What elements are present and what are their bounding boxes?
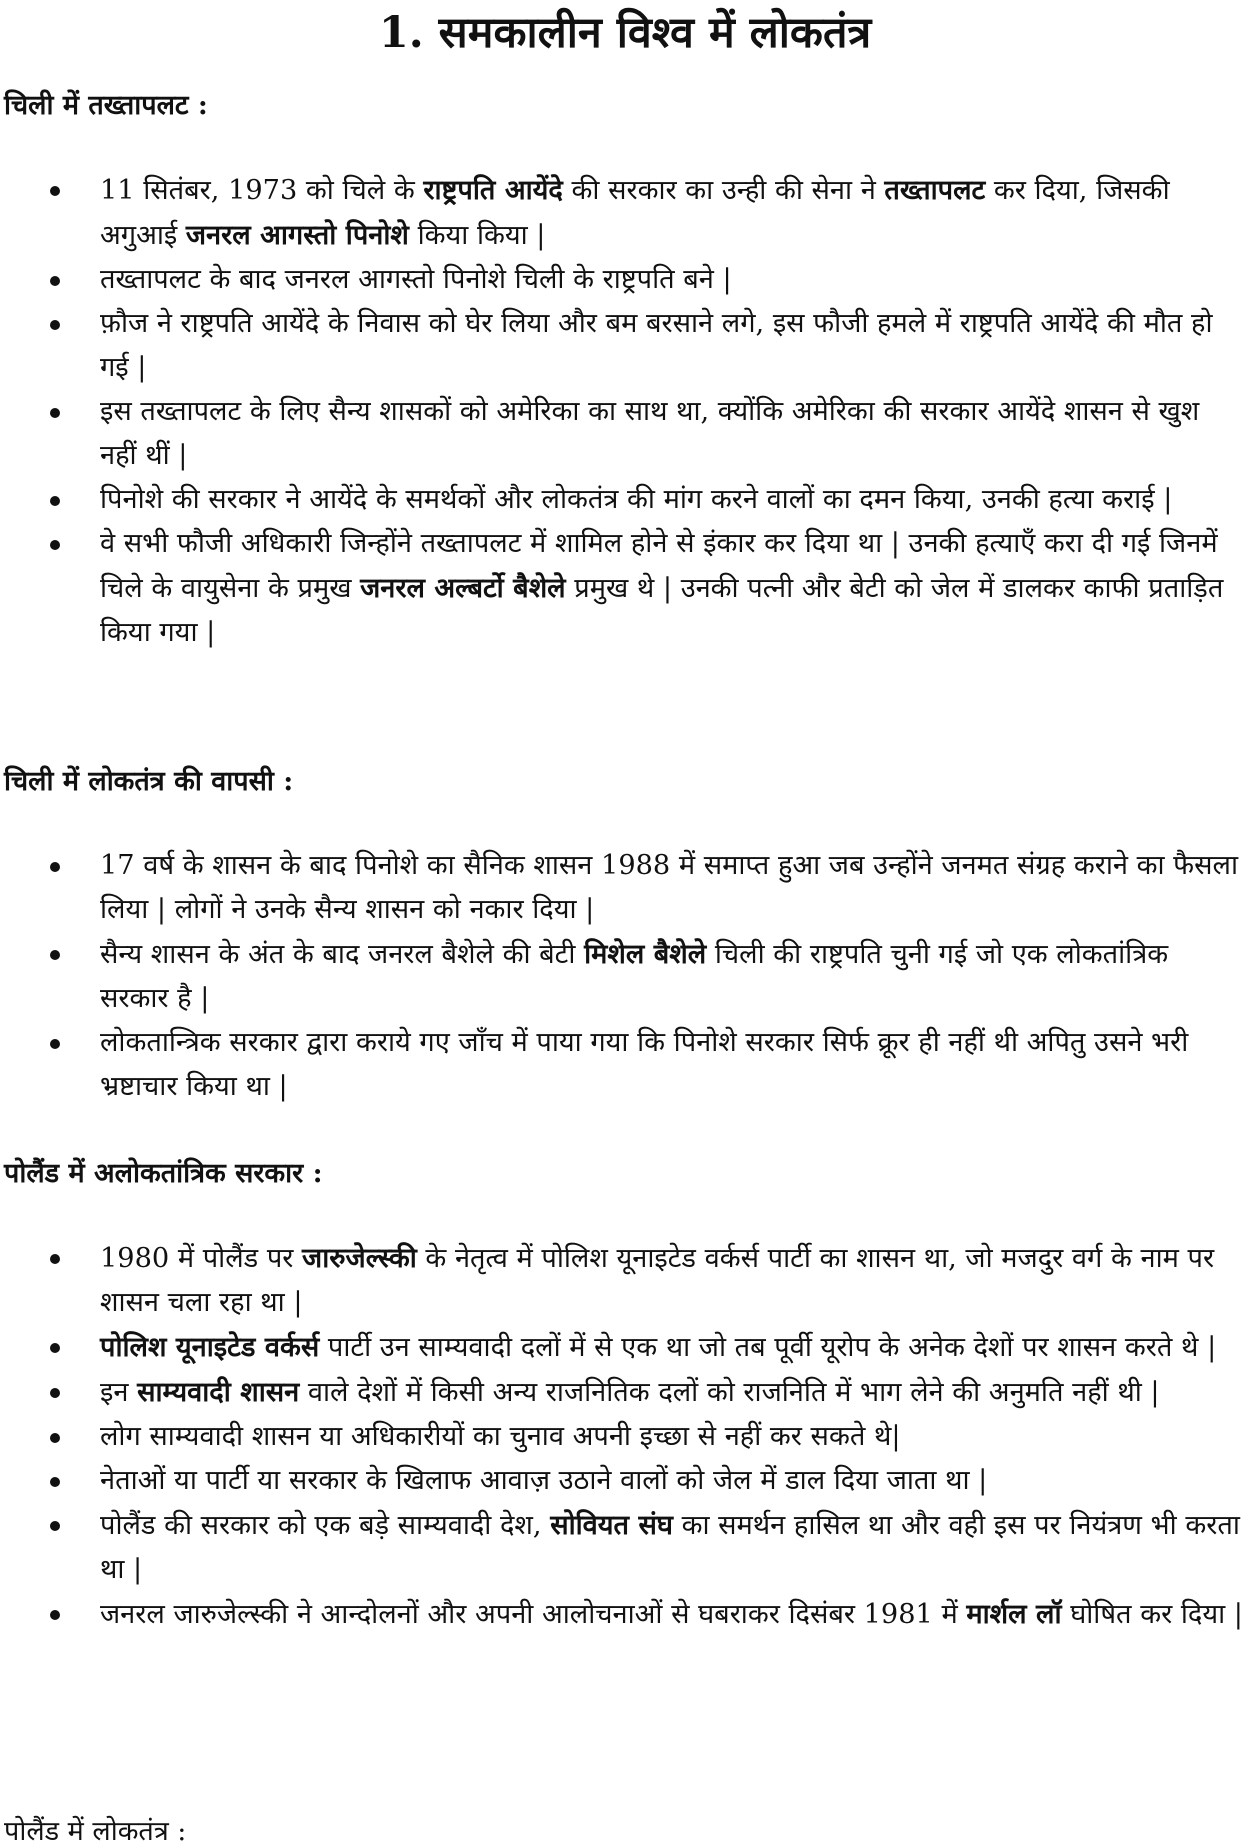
text-run: नेताओं या पार्टी या सरकार के खिलाफ आवाज़ उठाने वालों को जेल में डाल दिया जाता था | bbox=[100, 1465, 988, 1496]
list-item bbox=[0, 1592, 1250, 1637]
list-item bbox=[0, 302, 1250, 390]
text-run: प्रमुख थे | उनकी पत्नी और बेटी को जेल में डालकर काफी प्रताड़ित किया गया | bbox=[100, 573, 1224, 648]
section-heading: पोलैंड में लोकतंत्र : bbox=[4, 1816, 187, 1845]
list-item bbox=[0, 1370, 1250, 1415]
bold-text: जारुजेल्स्की bbox=[302, 1242, 417, 1274]
text-run: वाले देशों में किसी अन्य राजनितिक दलों को राजनिति में भाग लेने की अनुमति नहीं थी | bbox=[299, 1377, 1160, 1408]
text-run: सैन्य शासन के अंत के बाद जनरल बैशेले की बेटी bbox=[100, 939, 585, 970]
section-heading: पोलैंड में अलोकतांत्रिक सरकार : bbox=[4, 1158, 323, 1189]
section-poland-democracy bbox=[0, 1812, 1250, 1845]
list-item bbox=[0, 522, 1250, 655]
bold-text: पोलिश यूनाइटेड वर्कर्स bbox=[100, 1331, 320, 1363]
section-chile-coup bbox=[0, 86, 1250, 655]
text-run: पिनोशे की सरकार ने आयेंदे के समर्थकों और लोकतंत्र की मांग करने वालों का दमन किया, उनकी हत्या कराई | bbox=[100, 484, 1173, 515]
section-chile-democracy-return bbox=[0, 762, 1250, 1109]
bullet-icon bbox=[50, 276, 60, 286]
section-heading: चिली में लोकतंत्र की वापसी : bbox=[4, 766, 294, 797]
list-item bbox=[0, 1325, 1250, 1370]
text-run: के नेतृत्व में पोलिश यूनाइटेड वर्कर्स पार्टी का शासन था, जो मजदुर वर्ग के नाम पर शासन चला रहा था | bbox=[100, 1243, 1215, 1318]
text-run: इन bbox=[100, 1377, 138, 1408]
list-item bbox=[0, 844, 1250, 932]
bullet-icon bbox=[50, 1433, 60, 1443]
bold-text: राष्ट्रपति आयेंदे bbox=[423, 174, 563, 206]
bold-text: सोवियत संघ bbox=[550, 1509, 673, 1541]
list-item bbox=[0, 1021, 1250, 1109]
list-item bbox=[0, 478, 1250, 522]
text-run: जनरल जारुजेल्स्की ने आन्दोलनों और अपनी आलोचनाओं से घबराकर दिसंबर 1981 में bbox=[100, 1599, 967, 1630]
text-run: लोग साम्यवादी शासन या अधिकारीयों का चुनाव अपनी इच्छा से नहीं कर सकते थे| bbox=[100, 1421, 901, 1452]
text-run: पोलैंड की सरकार को एक बड़े साम्यवादी देश, bbox=[100, 1510, 551, 1541]
bold-text: तख्तापलट bbox=[884, 174, 986, 206]
list-item bbox=[0, 932, 1250, 1021]
bullet-icon bbox=[50, 1610, 60, 1620]
text-run: वे सभी फौजी अधिकारी जिन्होंने तख्तापलट में शामिल होने से इंकार कर दिया था | उनकी हत्याएँ करा दी गई जिनमें चिले के वायुसेना के प्रमुख bbox=[100, 528, 1218, 604]
section-heading: चिली में तख्तापलट : bbox=[4, 90, 208, 121]
bold-text: जनरल आगस्तो पिनोशे bbox=[185, 219, 409, 251]
text-run: 11 सितंबर, 1973 को चिले के bbox=[100, 175, 424, 206]
bold-text: मार्शल लॉ bbox=[966, 1598, 1062, 1630]
list-item bbox=[0, 168, 1250, 258]
bold-text: मिशेल बैशेले bbox=[584, 938, 707, 970]
bullet-icon bbox=[50, 1477, 60, 1487]
bullet-icon bbox=[50, 862, 60, 872]
list-item bbox=[0, 1415, 1250, 1459]
bullet-icon bbox=[50, 1343, 60, 1353]
bullet-list bbox=[0, 844, 1250, 1109]
text-run: का समर्थन हासिल था और वही इस पर नियंत्रण भी करता था | bbox=[100, 1510, 1240, 1585]
section-poland-undemocratic bbox=[0, 1154, 1250, 1637]
bullet-list bbox=[0, 1236, 1250, 1637]
bullet-icon bbox=[50, 496, 60, 506]
text-run: फ़ौज ने राष्ट्रपति आयेंदे के निवास को घेर लिया और बम बरसाने लगे, इस फौजी हमले में राष्ट्रपति आयेंदे की मौत हो गई | bbox=[100, 308, 1213, 383]
bold-text: साम्यवादी शासन bbox=[137, 1376, 300, 1408]
text-run: कर दिया, जिसकी अगुआई bbox=[100, 175, 1170, 251]
text-run: लोकतान्त्रिक सरकार द्वारा कराये गए जाँच में पाया गया कि पिनोशे सरकार सिर्फ क्रूर ही नहीं थी अपितु उसने भरी भ्रष्टाचार किया था | bbox=[100, 1027, 1189, 1102]
bullet-icon bbox=[50, 950, 60, 960]
bullet-icon bbox=[50, 1388, 60, 1398]
bullet-icon bbox=[50, 320, 60, 330]
bullet-icon bbox=[50, 1521, 60, 1531]
text-run: 17 वर्ष के शासन के बाद पिनोशे का सैनिक शासन 1988 में समाप्त हुआ जब उन्होंने जनमत संग्रह कराने का फैसला लिया | लोगों ने उनके सैन्य शासन को नकार दिया | bbox=[100, 850, 1238, 925]
text-run: चिली की राष्ट्रपति चुनी गई जो एक लोकतांत्रिक सरकार है | bbox=[100, 939, 1169, 1014]
text-run: इस तख्तापलट के लिए सैन्य शासकों को अमेरिका का साथ था, क्योंकि अमेरिका की सरकार आयेंदे शासन से खुश नहीं थीं | bbox=[100, 396, 1200, 471]
bullet-icon bbox=[50, 186, 60, 196]
text-run: तख्तापलट के बाद जनरल आगस्तो पिनोशे चिली के राष्ट्रपति बने | bbox=[100, 264, 732, 295]
bullet-icon bbox=[50, 408, 60, 418]
text-run: घोषित कर दिया | bbox=[1061, 1599, 1243, 1630]
bold-text: जनरल अल्बर्टो बैशेले bbox=[360, 572, 566, 604]
text-run: पार्टी उन साम्यवादी दलों में से एक था जो तब पूर्वी यूरोप के अनेक देशों पर शासन करते थे | bbox=[319, 1332, 1217, 1363]
list-item bbox=[0, 390, 1250, 478]
list-item bbox=[0, 1236, 1250, 1325]
text-run: की सरकार का उन्ही की सेना ने bbox=[562, 175, 885, 206]
text-run: किया किया | bbox=[408, 220, 546, 251]
bullet-icon bbox=[50, 1254, 60, 1264]
list-item bbox=[0, 258, 1250, 302]
bullet-icon bbox=[50, 540, 60, 550]
text-run: 1980 में पोलैंड पर bbox=[100, 1243, 303, 1274]
list-item bbox=[0, 1459, 1250, 1503]
bullet-list bbox=[0, 168, 1250, 655]
list-item bbox=[0, 1503, 1250, 1592]
bullet-icon bbox=[50, 1039, 60, 1049]
page-title: 1. समकालीन विश्व में लोकतंत्र bbox=[378, 8, 872, 58]
